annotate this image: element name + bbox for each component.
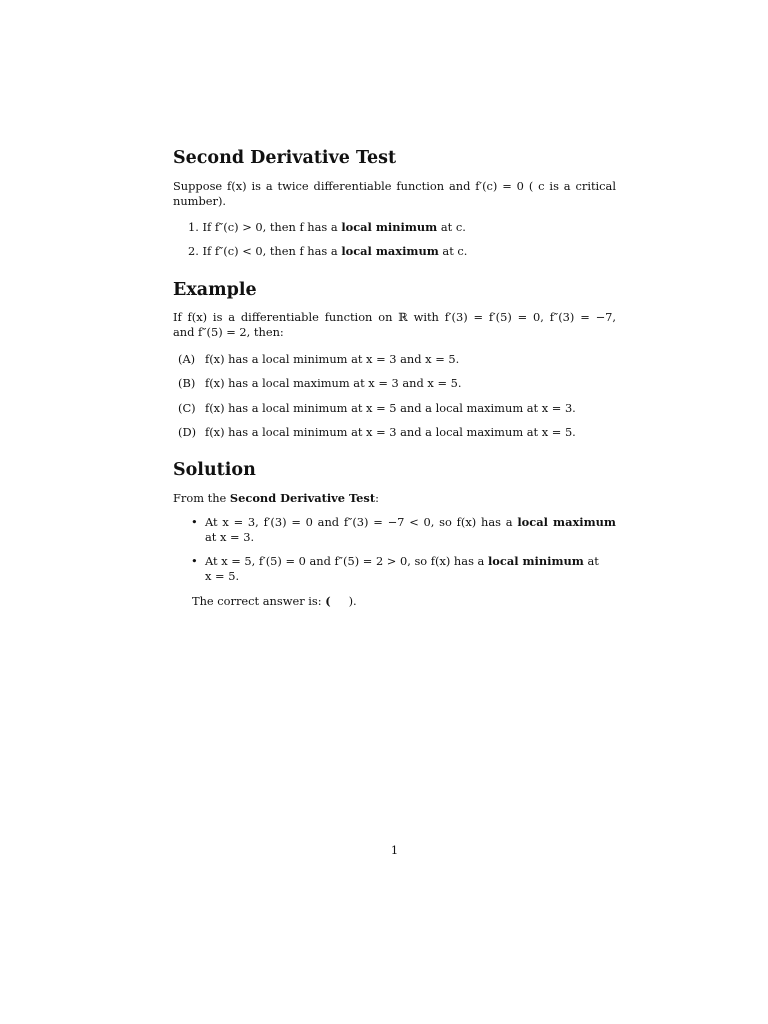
solution-intro-text: From the [173, 491, 230, 505]
bullet-item [173, 554, 616, 586]
section1-intro-line2: number). [173, 194, 227, 208]
bullet-line1: At x = 3, f′(3) = 0 and f″(3) = −7 < 0, so f(x) has a [205, 515, 518, 529]
item-bold: local minimum [341, 220, 438, 234]
section1-intro [173, 179, 616, 209]
section1-intro-line1: Suppose f(x) is a twice differentiable function and f′(c) = 0 ( c is a critical [173, 179, 616, 193]
bullet-text [205, 554, 616, 584]
option-b [178, 376, 462, 391]
option-text: f(x) has a local maximum at x = 3 and x = 5. [205, 376, 462, 390]
page-number: 1 [390, 843, 399, 857]
item-text-end: at c. [437, 220, 466, 234]
solution-intro-end: : [375, 491, 379, 505]
bullet-symbol: • [191, 554, 198, 568]
item-text: If f″(c) < 0, then f has a [202, 244, 342, 258]
bullet-line1-end: at [583, 554, 599, 568]
option-c [178, 401, 576, 416]
option-text: f(x) has a local minimum at x = 5 and a local maximum at x = 3. [205, 401, 576, 415]
bullet-bold: local minimum [487, 554, 584, 568]
option-label: (D) [178, 425, 197, 439]
option-label: (B) [178, 376, 196, 390]
bullet-line2: x = 5. [205, 569, 240, 583]
option-text: f(x) has a local minimum at x = 3 and x = 5. [205, 352, 460, 366]
option-label: (A) [178, 352, 196, 366]
bullet-line1: At x = 5, f′(5) = 0 and f″(5) = 2 > 0, so f(x) has a [205, 554, 488, 568]
item-bold: local maximum [341, 244, 439, 258]
item-text-end: at c. [438, 244, 468, 258]
section-title-second-derivative-test: Second Derivative Test [173, 148, 397, 168]
answer-open-paren: ( [325, 594, 331, 608]
option-d [178, 425, 576, 440]
item-number: 1. [188, 220, 199, 234]
section2-intro-line2: and f″(5) = 2, then: [173, 325, 284, 339]
item-number: 2. [188, 244, 199, 258]
bullet-text [205, 515, 616, 545]
item-text: If f″(c) > 0, then f has a [202, 220, 342, 234]
option-a [178, 352, 459, 367]
document-page [173, 0, 616, 1024]
section-title-example: Example [173, 280, 257, 300]
bullet-line2: at x = 3. [205, 530, 255, 544]
bullet-bold: local maximum [517, 515, 616, 529]
option-text: f(x) has a local minimum at x = 3 and a local maximum at x = 5. [205, 425, 576, 439]
answer-text: The correct answer is: [192, 594, 326, 608]
section2-intro [173, 310, 616, 340]
option-label: (C) [178, 401, 196, 415]
section-title-solution: Solution [173, 460, 256, 480]
solution-intro-bold: Second Derivative Test [229, 491, 376, 505]
answer-close-paren: ). [348, 594, 357, 608]
answer-line [192, 594, 357, 609]
list-item [188, 244, 467, 259]
section2-intro-line1: If f(x) is a differentiable function on ℝ with f′(3) = f′(5) = 0, f″(3) = −7, [173, 310, 616, 324]
bullet-symbol: • [191, 515, 198, 529]
list-item [188, 220, 466, 235]
bullet-item [173, 515, 616, 547]
solution-intro [173, 491, 379, 506]
